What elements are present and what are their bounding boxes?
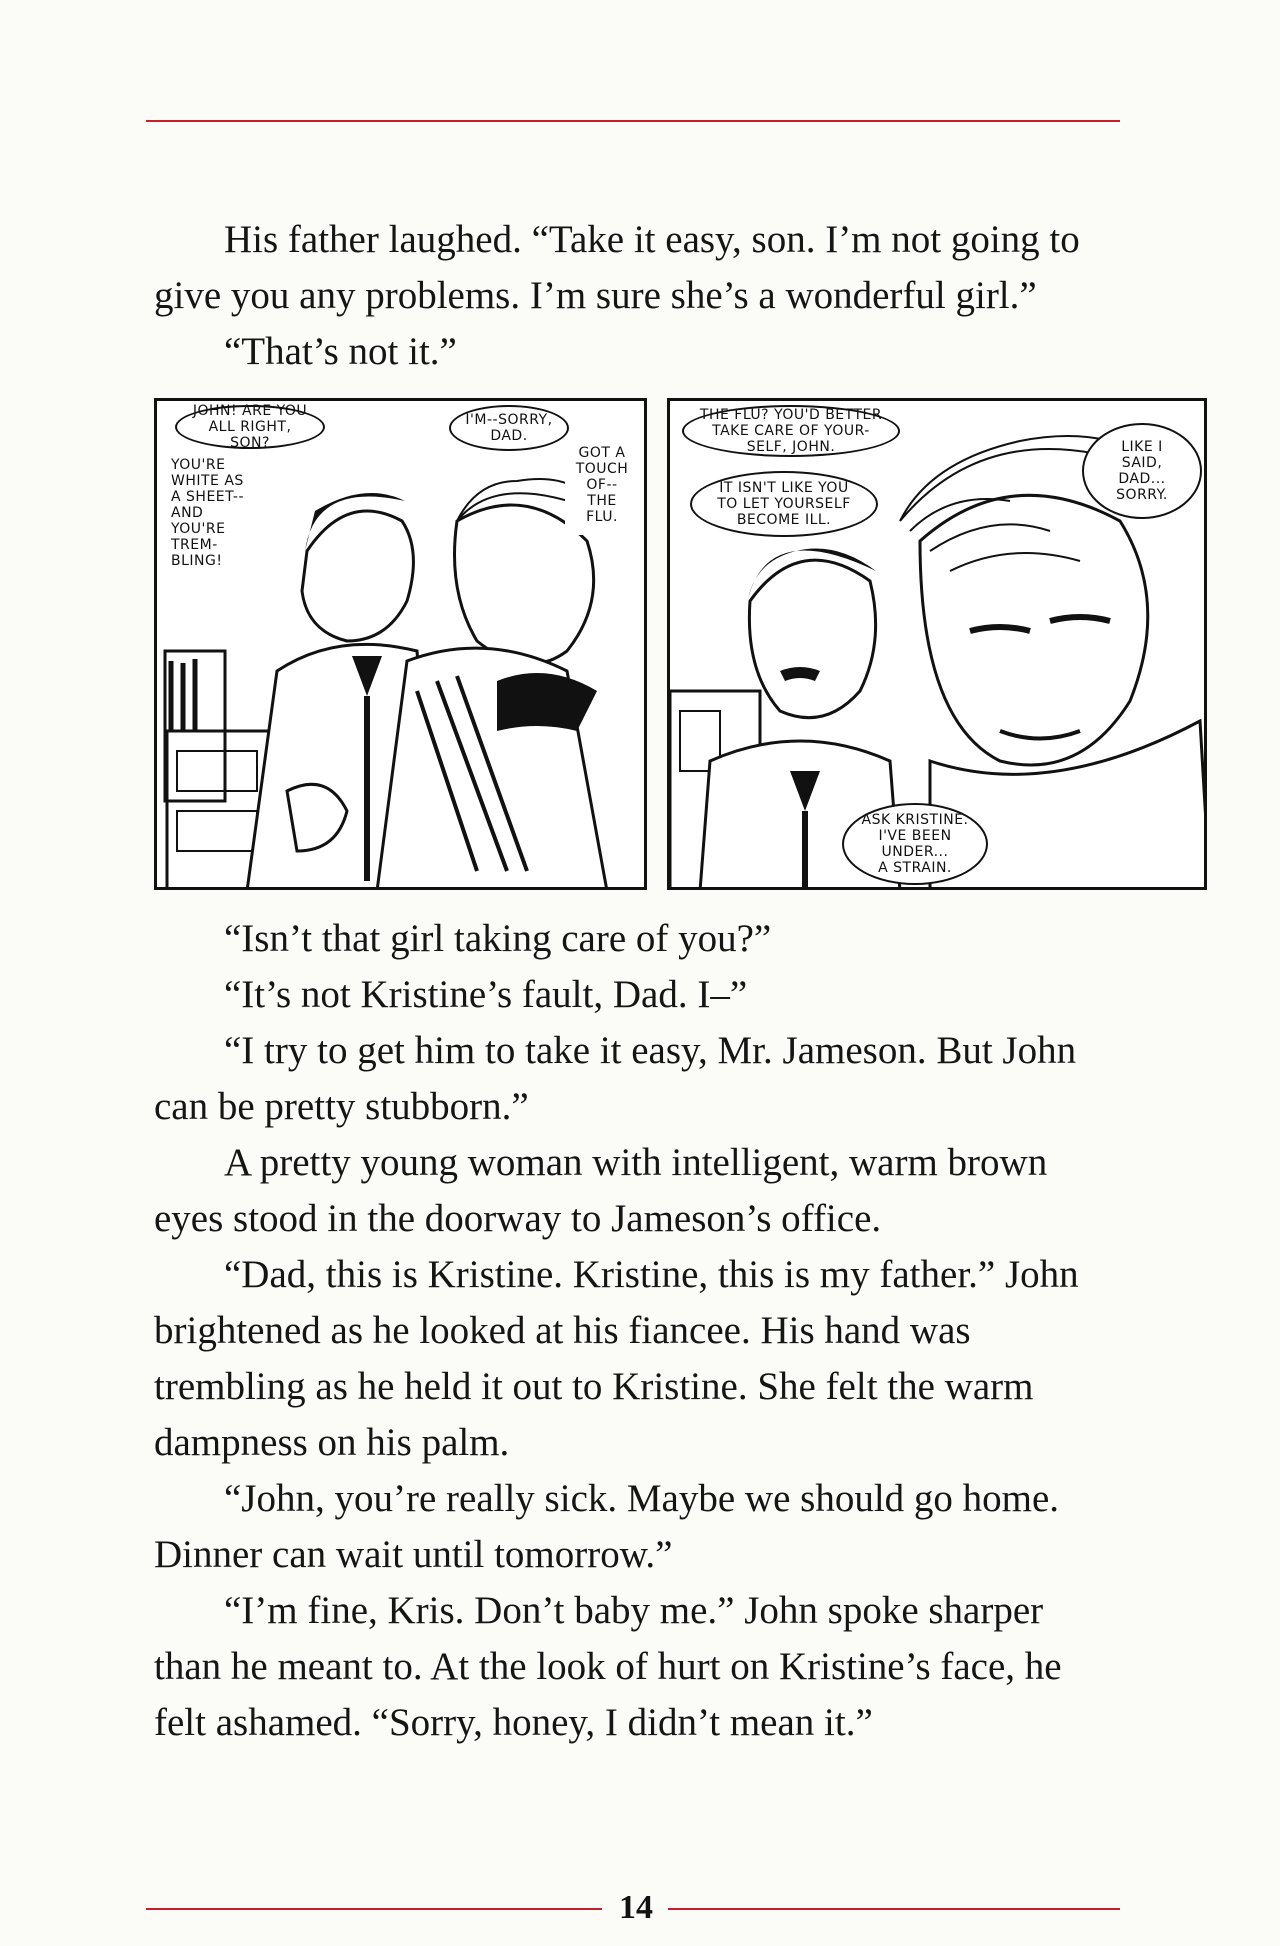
paragraph: “John, you’re really sick. Maybe we should go home. Dinner can wait until tomorrow.” xyxy=(154,1477,1060,1576)
comic-panel-right xyxy=(667,398,1207,890)
paragraph: “It’s not Kristine’s fault, Dad. I–” xyxy=(224,973,748,1016)
paragraph: “Isn’t that girl taking care of you?” xyxy=(224,917,772,960)
speech-balloon: GOT A TOUCH OF-- THE FLU. xyxy=(565,445,639,535)
paragraph: “I’m fine, Kris. Don’t baby me.” John spoke sharper than he meant to. At the look of hurt on Kristine’s face, he felt ashamed. “Sorry, honey, I didn’t mean it.” xyxy=(154,1589,1062,1744)
footer-rule xyxy=(668,1908,1120,1910)
paragraph: His father laughed. “Take it easy, son. I’m not going to give you any problems. I’m sure she’s a wonderful girl.” xyxy=(154,218,1080,317)
footer-rule xyxy=(146,1908,602,1910)
paragraph: A pretty young woman with intelligent, warm brown eyes stood in the doorway to Jameson’s office. xyxy=(154,1141,1048,1240)
bottom-text xyxy=(154,911,1114,1751)
header-rule xyxy=(146,120,1120,122)
paragraph: “Dad, this is Kristine. Kristine, this is my father.” John brightened as he looked at his fiancee. His hand was trembling as he held it out to Kristine. She felt the warm dampness on his palm. xyxy=(154,1253,1079,1464)
speech-balloon: ASK KRISTINE. I'VE BEEN UNDER... A STRAIN. xyxy=(842,803,988,885)
speech-balloon: I'M--SORRY, DAD. xyxy=(449,405,569,451)
speech-balloon: LIKE I SAID, DAD... SORRY. xyxy=(1082,423,1202,519)
speech-balloon: JOHN! ARE YOU ALL RIGHT, SON? xyxy=(175,405,325,449)
paragraph: “That’s not it.” xyxy=(224,330,457,373)
speech-balloon: THE FLU? YOU'D BETTER TAKE CARE OF YOUR- SELF, JOHN. xyxy=(682,405,900,457)
speech-balloon: IT ISN'T LIKE YOU TO LET YOURSELF BECOME ILL. xyxy=(690,471,878,537)
comic-panel-left xyxy=(154,398,647,890)
speech-balloon: YOU'RE WHITE AS A SHEET-- AND YOU'RE TREM- BLING! xyxy=(171,457,255,575)
page-footer xyxy=(0,1888,1280,1928)
paragraph: “I try to get him to take it easy, Mr. Jameson. But John can be pretty stubborn.” xyxy=(154,1029,1077,1128)
page-number: 14 xyxy=(619,1889,653,1926)
top-text xyxy=(154,212,1114,380)
